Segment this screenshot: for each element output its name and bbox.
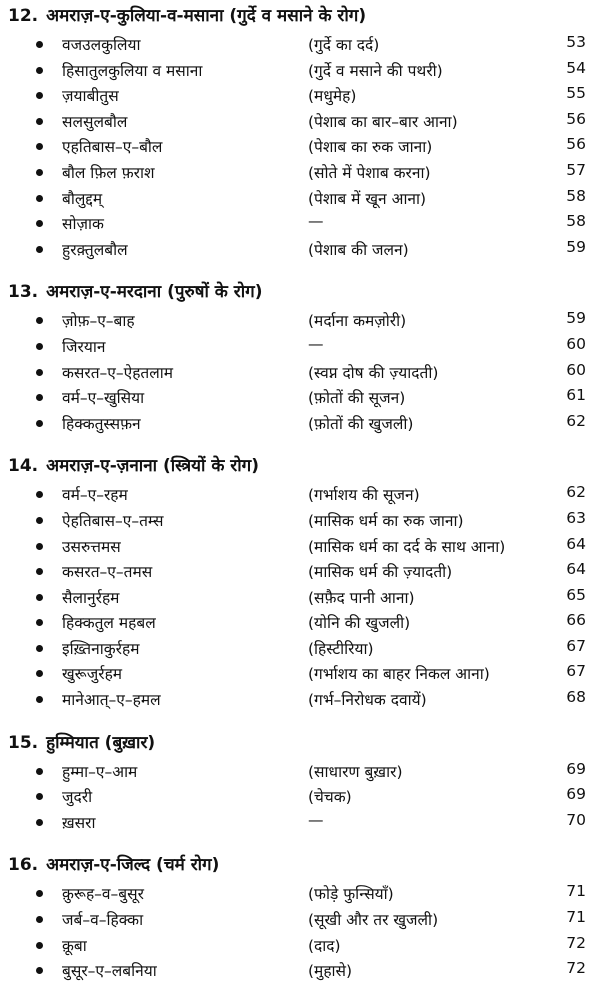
entry-description: (चेचक) [308,788,352,807]
entry-page-number: 71 [566,882,586,901]
section-heading [0,849,600,881]
contents-section [0,849,600,983]
entry-page-number: 58 [566,212,586,231]
bullet-icon [36,916,43,923]
entry-description: (मधुमेह) [308,87,357,106]
entry-term: उसरुत्तमस [62,537,121,556]
entry-description: (गुर्दे व मसाने की पथरी) [308,61,443,80]
entry-description: (फ़ोतों की सूजन) [308,389,406,408]
bullet-icon [36,246,43,253]
entry-term: बौलुद्दम् [62,189,103,208]
contents-entry [0,636,600,662]
contents-entry [0,32,600,58]
section-number: 14. [8,456,39,477]
bullet-icon [36,594,43,601]
bullet-icon [36,220,43,227]
entry-page-number: 56 [566,109,586,128]
entry-description: (दाद) [308,936,341,955]
contents-entry [0,810,600,836]
bullet-icon [36,967,43,974]
entry-description: (पेशाब का रुक जाना) [308,138,433,157]
entry-description: (हिस्टीरिया) [308,639,374,658]
entry-page-number: 67 [566,636,586,655]
entry-term: सैलानुर्रहम [62,588,120,607]
section-title: अमराज़-ए-कुलिया-व-मसाना (गुर्दे व मसाने के रोग) [46,6,367,26]
entry-page-number: 69 [566,785,586,804]
entry-description: (मासिक धर्म की ज़्यादती) [308,563,453,582]
entry-description: (पेशाब में खून आना) [308,189,427,208]
entry-page-number: 53 [566,33,586,51]
entry-page-number: 60 [566,360,586,379]
entry-term: ऐहतिबास–ए–तम्स [62,511,164,530]
entry-term: वर्म–ए–रहम [62,486,128,505]
contents-entry [0,334,600,360]
entry-term: हिसातुलकुलिया व मसाना [62,61,203,80]
bullet-icon [36,394,43,401]
section-spacer [0,713,600,727]
entry-description: — [308,212,324,231]
entry-term: जुदरी [62,788,93,807]
entry-description: (फोड़े फुन्सियाँ) [308,885,394,904]
entry-term: ज़ोफ़–ए–बाह [62,312,135,331]
contents-section [0,727,600,836]
contents-entry [0,237,600,263]
entry-page-number: 65 [566,585,586,604]
bullet-icon [36,317,43,324]
contents-entry [0,385,600,411]
section-number: 15. [8,732,39,753]
contents-entry [0,160,600,186]
contents-section [0,450,600,712]
bullet-icon [36,491,43,498]
entry-term: वर्म–ए–खुसिया [62,389,145,408]
entry-description: (पेशाब की जलन) [308,240,409,259]
entry-description: — [308,334,324,353]
bullet-icon [36,670,43,677]
contents-entry [0,211,600,237]
bullet-icon [36,369,43,376]
section-title: अमराज़-ए-जिल्द (चर्म रोग) [46,855,220,876]
contents-entry [0,933,600,959]
section-spacer [0,835,600,849]
contents-entry [0,881,600,907]
entry-term: हुम्मा–ए–आम [62,762,138,781]
entry-description: (मुहासे) [308,962,353,981]
bullet-icon [36,169,43,176]
entry-description: (गुर्दे का दर्द) [308,36,380,54]
entry-term: एहतिबास–ए–बौल [62,138,163,157]
entry-term: बुसूर–ए–लबनिया [62,962,157,981]
bullet-icon [36,645,43,652]
contents-entry [0,109,600,135]
contents-section [0,276,600,436]
entry-description: (स्वप्न दोष की ज़्यादती) [308,363,439,382]
bullet-icon [36,793,43,800]
entry-page-number: 58 [566,186,586,205]
entry-term: जिरयान [62,337,106,356]
contents-entry [0,559,600,585]
entry-page-number: 70 [566,810,586,829]
entry-page-number: 62 [566,411,586,430]
entry-term: वजउलकुलिया [62,36,141,54]
section-number: 16. [8,855,39,876]
entry-description: (फ़ोतों की खुजली) [308,414,414,433]
contents-entry [0,83,600,109]
contents-entry [0,58,600,84]
entry-page-number: 62 [566,483,586,502]
contents-entry [0,411,600,437]
entry-page-number: 64 [566,560,586,579]
contents-entry [0,784,600,810]
section-title: अमराज़-ए-ज़नाना (स्त्रियों के रोग) [46,456,259,477]
entry-page-number: 68 [566,688,586,707]
bullet-icon [36,543,43,550]
entry-term: ख़सरा [62,813,96,832]
bullet-icon [36,195,43,202]
entry-page-number: 61 [566,386,586,405]
contents-entry [0,508,600,534]
contents-entry [0,687,600,713]
entry-term: ज़याबीतुस [62,87,119,106]
entry-term: बौल फ़िल फ़राश [62,163,155,182]
entry-page-number: 59 [566,309,586,328]
bullet-icon [36,420,43,427]
bullet-icon [36,92,43,99]
bullet-icon [36,942,43,949]
section-heading [0,276,600,308]
bullet-icon [36,768,43,775]
bullet-icon [36,67,43,74]
entry-page-number: 56 [566,135,586,154]
contents-section [0,0,600,262]
entry-description: (सोते में पेशाब करना) [308,163,431,182]
contents-entry [0,482,600,508]
entry-page-number: 64 [566,534,586,553]
section-heading [0,727,600,759]
entry-term: खुरूजुर्रहम [62,665,123,684]
bullet-icon [36,118,43,125]
entry-page-number: 59 [566,237,586,256]
entry-term: क़ूबा [62,936,87,955]
bullet-icon [36,619,43,626]
entry-term: कसरत–ए–तमस [62,563,153,582]
section-spacer [0,436,600,450]
contents-entry [0,585,600,611]
entry-term: हिक्कतुल महबल [62,614,156,633]
section-title: हुम्मियात (बुख़ार) [46,732,156,753]
entry-description: (सफ़ैद पानी आना) [308,588,415,607]
entry-description: (मर्दाना कमज़ोरी) [308,312,407,331]
bullet-icon [36,568,43,575]
bullet-icon [36,819,43,826]
contents-entry [0,360,600,386]
bullet-icon [36,41,43,48]
entry-description: (गर्भ–निरोधक दवायें) [308,691,427,710]
entry-page-number: 57 [566,160,586,179]
entry-term: हिक्कतुस्सफ़न [62,414,141,433]
entry-page-number: 67 [566,662,586,681]
section-heading [0,450,600,482]
entry-page-number: 63 [566,508,586,527]
bullet-icon [36,890,43,897]
entry-description: (गर्भाशय की सूजन) [308,486,420,505]
entry-page-number: 55 [566,84,586,103]
contents-entry [0,134,600,160]
bullet-icon [36,143,43,150]
entry-description: (मासिक धर्म का दर्द के साथ आना) [308,537,506,556]
contents-entry [0,186,600,212]
entry-term: हुरक़्तुलबौल [62,240,128,259]
contents-entry [0,534,600,560]
entry-description: (पेशाब का बार–बार आना) [308,112,458,131]
entry-page-number: 71 [566,908,586,927]
entry-term: जर्ब–व–हिक्का [62,911,144,930]
entry-page-number: 60 [566,334,586,353]
entry-page-number: 72 [566,959,586,978]
section-heading [0,0,600,32]
entry-page-number: 69 [566,759,586,778]
contents-entry [0,759,600,785]
entry-term: क़ुरूह–व–बुसूर [62,885,144,904]
bullet-icon [36,696,43,703]
entry-description: (साधारण बुख़ार) [308,762,403,781]
section-title: अमराज़-ए-मरदाना (पुरुषों के रोग) [46,282,263,303]
entry-description: — [308,810,324,829]
entry-description: (गर्भाशय का बाहर निकल आना) [308,665,490,684]
entry-page-number: 66 [566,611,586,630]
entry-description: (योनि की खुजली) [308,614,411,633]
section-number: 13. [8,282,39,303]
contents-entry [0,661,600,687]
entry-page-number: 54 [566,58,586,77]
bullet-icon [36,343,43,350]
entry-description: (मासिक धर्म का रुक जाना) [308,511,464,530]
section-number: 12. [8,6,39,26]
entry-term: सोज़ाक [62,215,104,234]
contents-entry [0,308,600,334]
entry-term: सलसुलबौल [62,112,128,131]
entry-term: मानेआत्–ए–हमल [62,691,161,710]
bullet-icon [36,517,43,524]
entry-term: कसरत–ए–ऐहतलाम [62,363,174,382]
section-spacer [0,262,600,276]
entry-description: (सूखी और तर खुजली) [308,911,439,930]
entry-page-number: 72 [566,933,586,952]
contents-entry [0,610,600,636]
entry-term: इख़्तिनाकुर्रहम [62,639,140,658]
contents-entry [0,907,600,933]
contents-entry [0,958,600,984]
